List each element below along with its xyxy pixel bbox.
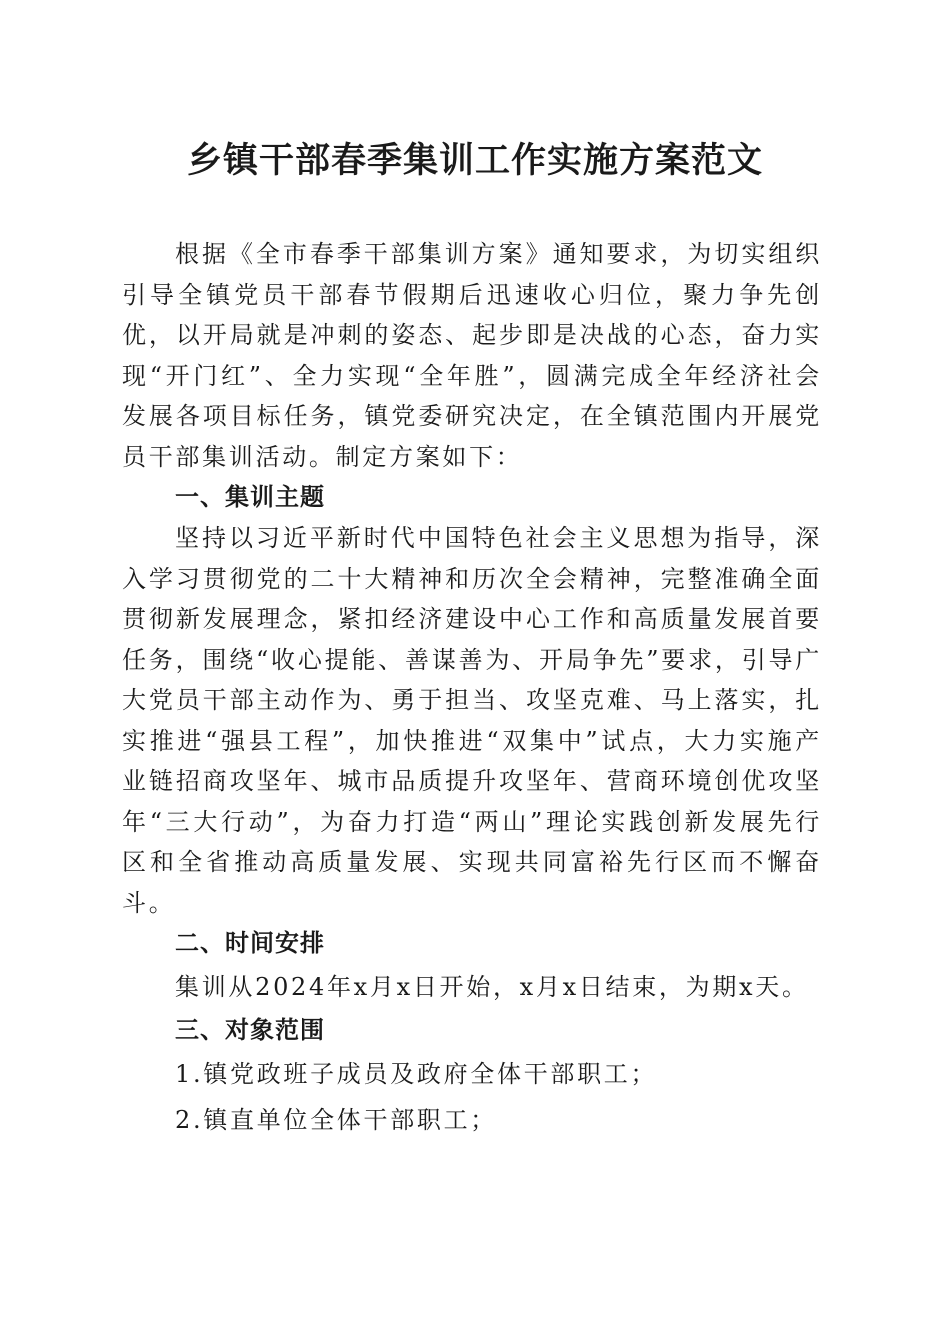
section-heading-theme: 一、集训主题 bbox=[175, 483, 325, 511]
section-heading-scope: 三、对象范围 bbox=[175, 1016, 325, 1044]
list-item: 1.镇党政班子成员及政府全体干部职工； bbox=[175, 1060, 658, 1088]
intro-paragraph: 根据《全市春季干部集训方案》通知要求，为切实组织引导全镇党员干部春节假期后迅速收心归位，聚力争先创优，以开局就是冲刺的姿态、起步即是决战的心态，奋力实现“开门红”、全力实现“全年胜”，圆满完成全年经济社会发展各项目标任务，镇党委研究决定，在全镇范围内开展党员干部集训活动。制定方案如下： bbox=[122, 240, 822, 471]
section-paragraph-theme: 坚持以习近平新时代中国特色社会主义思想为指导，深入学习贯彻党的二十大精神和历次全会精神，完整准确全面贯彻新发展理念，紧扣经济建设中心工作和高质量发展首要任务，围绕“收心提能、善谋善为、开局争先”要求，引导广大党员干部主动作为、勇于担当、攻坚克难、马上落实，扎实推进“强县工程”，加快推进“双集中”试点，大力实施产业链招商攻坚年、城市品质提升攻坚年、营商环境创优攻坚年“三大行动”，为奋力打造“两山”理论实践创新发展先行区和全省推动高质量发展、实现共同富裕先行区而不懈奋斗。 bbox=[122, 524, 822, 917]
document-title: 乡镇干部春季集训工作实施方案范文 bbox=[186, 140, 763, 181]
list-item: 2.镇直单位全体干部职工； bbox=[175, 1106, 497, 1134]
document-body bbox=[122, 234, 822, 1143]
section-paragraph-schedule: 集训从2024年x月x日开始，x月x日结束，为期x天。 bbox=[175, 973, 809, 1001]
section-heading-schedule: 二、时间安排 bbox=[175, 929, 325, 957]
